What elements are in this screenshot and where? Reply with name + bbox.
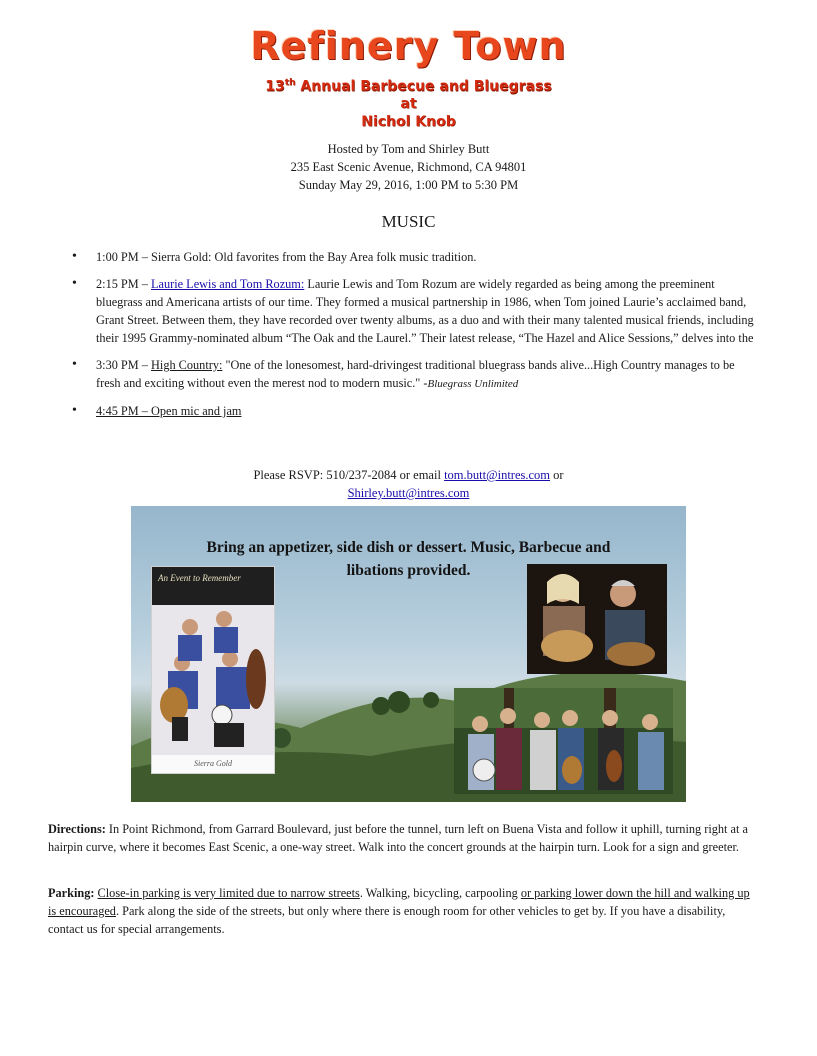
- banner-caption-line1: Bring an appetizer, side dish or dessert. Music, Barbecue and: [206, 539, 611, 556]
- sierra-gold-cd-cover: [151, 566, 275, 774]
- event-title: Refinery Town: [250, 24, 567, 68]
- directions-paragraph: [48, 820, 760, 856]
- parking-paragraph: [48, 884, 760, 938]
- lineup-item: [62, 275, 762, 347]
- rsvp-block: [0, 466, 817, 502]
- date-time-line: Sunday May 29, 2016, 1:00 PM to 5:30 PM: [298, 178, 519, 192]
- event-subtitle-line1: [0, 78, 817, 95]
- lineup-item: [62, 248, 762, 266]
- bullet-icon: •: [72, 403, 77, 418]
- laurie-tom-duo-photo: [527, 564, 667, 674]
- rsvp-text: Please RSVP: 510/237-2084 or email: [253, 468, 445, 482]
- bullet-icon: •: [72, 276, 77, 291]
- event-venue-name: Nichol Knob: [361, 114, 456, 130]
- lineup-description: Laurie Lewis and Tom Rozum are widely regarded as being among the preeminent bluegrass and Americana artists of our time. They formed a musical partnership in 1986, when Tom joined Laurie’s acclaimed band, Grant Street. Between them, they have recorded over twenty albums, as a duo and with their many talented musical friends, including their 1995 Grammy-nominated album “The Oak and the Laurel.” Their latest release, “The Hazel and Alice Sessions,” delves into the: [96, 277, 754, 345]
- event-subtitle-line2: at: [400, 96, 417, 112]
- ordinal-number: 13: [265, 78, 285, 95]
- parking-text-1: . Walking, bicycling, carpooling: [359, 886, 521, 900]
- lineup-body: [96, 275, 762, 347]
- subtitle-rest: Annual Barbecue and Bluegrass: [300, 78, 552, 95]
- lineup-text: 1:00 PM – Sierra Gold: Old favorites from the Bay Area folk music tradition.: [96, 250, 477, 264]
- lineup-description: "One of the lonesomest, hard-drivingest traditional bluegrass bands alive...High Country manages to be fresh and exciting without even the merest nod to modern music." -: [96, 358, 735, 390]
- parking-text-2: . Park along the side of the streets, but only where there is enough room for other vehicles to get by. If you have a disability, contact us for special arrangements.: [48, 904, 726, 936]
- cd-subtitle: Sierra Gold: [194, 759, 232, 768]
- laurie-lewis-link[interactable]: Laurie Lewis and Tom Rozum:: [151, 277, 305, 291]
- lineup-text: 4:45 PM – Open mic and jam: [96, 404, 242, 418]
- parking-limited-text: Close-in parking is very limited due to narrow streets: [97, 886, 360, 900]
- host-line: Hosted by Tom and Shirley Butt: [327, 142, 490, 156]
- band-portrait: [152, 605, 274, 755]
- parking-label: Parking:: [48, 886, 95, 900]
- address-line: 235 East Scenic Avenue, Richmond, CA 94801: [290, 160, 527, 174]
- high-country-name: High Country:: [151, 358, 223, 372]
- music-heading: MUSIC: [381, 212, 436, 231]
- bullet-icon: •: [72, 357, 77, 372]
- quote-source: Bluegrass Unlimited: [427, 378, 519, 390]
- email-link-shirley[interactable]: Shirley.butt@intres.com: [347, 486, 470, 500]
- parking-encouraged-text: or parking lower down the hill and walking up is encouraged: [48, 886, 750, 918]
- ordinal-suffix: th: [284, 78, 296, 88]
- directions-text: In Point Richmond, from Garrard Boulevard, just before the tunnel, turn left on Buena Vista and follow it uphill, turning right at a hairpin curve, where it becomes East Scenic, a one-way street. Walk into the concert grounds at the hairpin turn. Look for a sign and greeter.: [48, 822, 748, 854]
- directions-label: Directions:: [48, 822, 106, 836]
- rsvp-or: or: [550, 468, 564, 482]
- lineup-item: [62, 402, 762, 420]
- cd-title: An Event to Remember: [158, 573, 241, 583]
- email-link-tom[interactable]: tom.butt@intres.com: [444, 468, 551, 482]
- music-lineup: [62, 248, 762, 429]
- high-country-band-photo: [454, 688, 673, 794]
- bullet-icon: •: [72, 249, 77, 264]
- lineup-time: 3:30 PM –: [96, 358, 152, 372]
- banner-caption-line2: libations provided.: [346, 562, 471, 579]
- lineup-item: [62, 356, 762, 393]
- lineup-time: 2:15 PM –: [96, 277, 152, 291]
- event-banner-image: [131, 506, 686, 802]
